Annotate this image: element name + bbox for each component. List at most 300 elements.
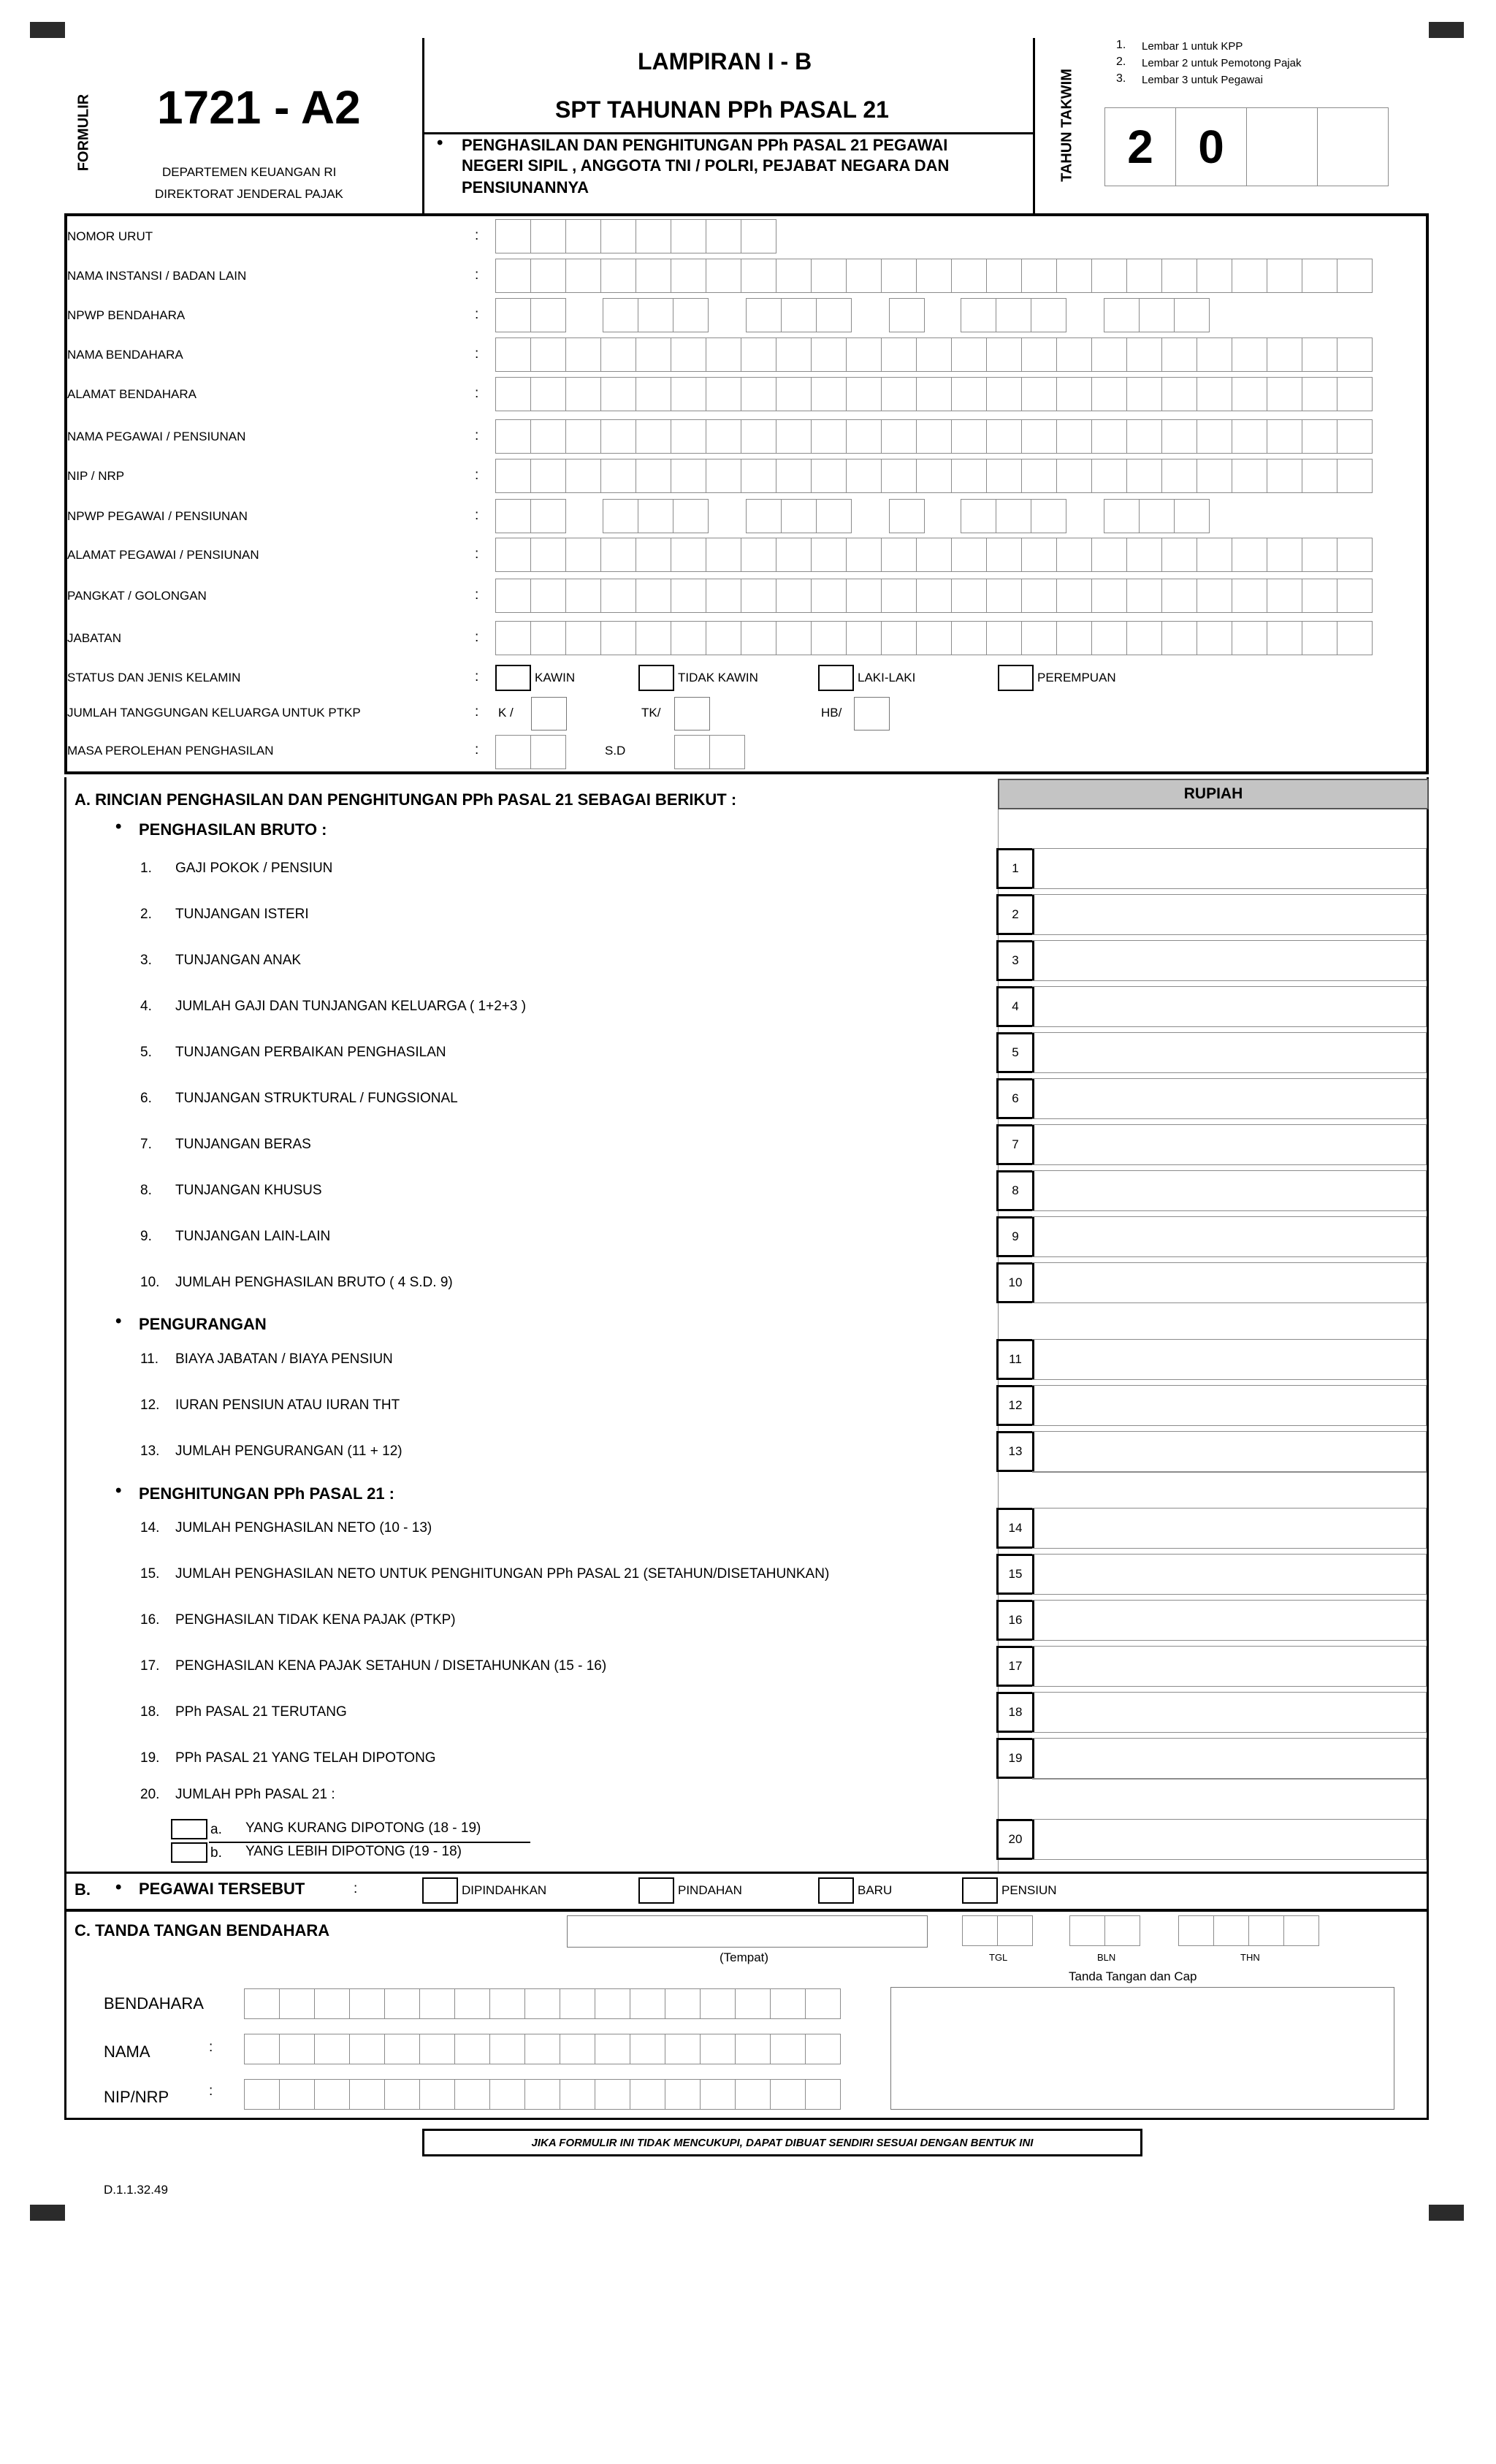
char-cell[interactable] — [846, 377, 882, 411]
char-cell[interactable] — [674, 735, 710, 769]
char-cell[interactable] — [811, 419, 847, 454]
char-cell[interactable] — [1161, 419, 1197, 454]
char-cell[interactable] — [996, 298, 1031, 332]
char-cell[interactable] — [1337, 419, 1373, 454]
char-cell[interactable] — [846, 621, 882, 655]
char-cell[interactable] — [881, 259, 917, 293]
char-cell[interactable] — [706, 337, 741, 372]
char-cell[interactable] — [636, 459, 671, 493]
char-cell[interactable] — [916, 459, 952, 493]
char-cell[interactable] — [741, 337, 776, 372]
char-cell[interactable] — [735, 2079, 771, 2110]
char-cell[interactable] — [1197, 337, 1232, 372]
nama-instansi-input[interactable] — [495, 259, 1372, 293]
char-cell[interactable] — [1126, 259, 1162, 293]
char-cell[interactable] — [600, 219, 636, 253]
char-cell[interactable] — [961, 298, 996, 332]
signature-stamp-area[interactable] — [890, 1987, 1394, 2110]
char-cell[interactable] — [560, 2034, 595, 2064]
char-cell[interactable] — [1197, 259, 1232, 293]
char-cell[interactable] — [1056, 419, 1092, 454]
char-cell[interactable] — [636, 377, 671, 411]
char-cell[interactable] — [495, 219, 531, 253]
pindahan-checkbox[interactable] — [638, 1877, 674, 1904]
char-cell[interactable] — [530, 499, 566, 533]
char-cell[interactable] — [916, 621, 952, 655]
char-cell[interactable] — [986, 419, 1022, 454]
char-cell[interactable] — [776, 259, 812, 293]
item-amount-input[interactable] — [1032, 1124, 1427, 1165]
char-cell[interactable] — [776, 621, 812, 655]
char-cell[interactable] — [805, 2079, 841, 2110]
char-cell[interactable] — [700, 2079, 736, 2110]
tahun-input[interactable] — [1178, 1915, 1318, 1946]
item-amount-input[interactable] — [1032, 1170, 1427, 1211]
char-cell[interactable] — [244, 1988, 280, 2019]
item-amount-input[interactable] — [1032, 1819, 1427, 1860]
char-cell[interactable] — [524, 2034, 560, 2064]
char-cell[interactable] — [846, 538, 882, 572]
char-cell[interactable] — [671, 377, 706, 411]
item-amount-input[interactable] — [1032, 1032, 1427, 1073]
char-cell[interactable] — [881, 538, 917, 572]
char-cell[interactable] — [1232, 419, 1267, 454]
item-amount-input[interactable] — [1032, 1508, 1427, 1549]
char-cell[interactable] — [638, 499, 673, 533]
char-cell[interactable] — [741, 419, 776, 454]
char-cell[interactable] — [951, 377, 987, 411]
year-digit-empty[interactable] — [1317, 107, 1389, 186]
char-cell[interactable] — [495, 459, 531, 493]
char-cell[interactable] — [495, 337, 531, 372]
char-cell[interactable] — [951, 337, 987, 372]
char-cell[interactable] — [1056, 459, 1092, 493]
char-cell[interactable] — [314, 2034, 350, 2064]
char-cell[interactable] — [636, 538, 671, 572]
kurang-dipotong-checkbox[interactable] — [171, 1819, 207, 1839]
char-cell[interactable] — [665, 2034, 701, 2064]
char-cell[interactable] — [1091, 259, 1127, 293]
char-cell[interactable] — [595, 2079, 630, 2110]
char-cell[interactable] — [776, 459, 812, 493]
char-cell[interactable] — [636, 419, 671, 454]
char-cell[interactable] — [1031, 298, 1066, 332]
item-amount-input[interactable] — [1032, 1692, 1427, 1733]
char-cell[interactable] — [889, 499, 925, 533]
char-cell[interactable] — [1056, 337, 1092, 372]
char-cell[interactable] — [638, 298, 673, 332]
tanggungan-hb-input[interactable] — [854, 697, 890, 731]
char-cell[interactable] — [495, 499, 531, 533]
char-cell[interactable] — [279, 2079, 315, 2110]
item-amount-input[interactable] — [1032, 1646, 1427, 1687]
char-cell[interactable] — [846, 579, 882, 613]
char-cell[interactable] — [419, 2079, 455, 2110]
char-cell[interactable] — [846, 259, 882, 293]
char-cell[interactable] — [1021, 621, 1057, 655]
char-cell[interactable] — [244, 2079, 280, 2110]
char-cell[interactable] — [1302, 337, 1337, 372]
char-cell[interactable] — [951, 419, 987, 454]
char-cell[interactable] — [1161, 459, 1197, 493]
char-cell[interactable] — [1302, 259, 1337, 293]
char-cell[interactable] — [1139, 298, 1175, 332]
char-cell[interactable] — [244, 2034, 280, 2064]
char-cell[interactable] — [951, 259, 987, 293]
char-cell[interactable] — [1091, 459, 1127, 493]
char-cell[interactable] — [1161, 621, 1197, 655]
tanggal-input[interactable] — [962, 1915, 1032, 1946]
char-cell[interactable] — [811, 459, 847, 493]
char-cell[interactable] — [384, 2034, 420, 2064]
dipindahkan-checkbox[interactable] — [422, 1877, 458, 1904]
char-cell[interactable] — [630, 2079, 665, 2110]
char-cell[interactable] — [986, 377, 1022, 411]
char-cell[interactable] — [1232, 621, 1267, 655]
char-cell[interactable] — [530, 377, 566, 411]
char-cell[interactable] — [671, 337, 706, 372]
char-cell[interactable] — [1126, 621, 1162, 655]
char-cell[interactable] — [1091, 579, 1127, 613]
char-cell[interactable] — [881, 579, 917, 613]
char-cell[interactable] — [846, 419, 882, 454]
char-cell[interactable] — [1267, 337, 1302, 372]
char-cell[interactable] — [881, 337, 917, 372]
baru-checkbox[interactable] — [818, 1877, 854, 1904]
char-cell[interactable] — [1302, 538, 1337, 572]
char-cell[interactable] — [665, 1988, 701, 2019]
char-cell[interactable] — [706, 259, 741, 293]
char-cell[interactable] — [1302, 621, 1337, 655]
char-cell[interactable] — [700, 2034, 736, 2064]
char-cell[interactable] — [986, 459, 1022, 493]
char-cell[interactable] — [1021, 259, 1057, 293]
char-cell[interactable] — [454, 1988, 490, 2019]
char-cell[interactable] — [881, 419, 917, 454]
char-cell[interactable] — [1232, 579, 1267, 613]
char-cell[interactable] — [600, 419, 636, 454]
char-cell[interactable] — [1021, 419, 1057, 454]
char-cell[interactable] — [916, 259, 952, 293]
char-cell[interactable] — [889, 298, 925, 332]
tanggungan-k-input[interactable] — [531, 697, 567, 731]
char-cell[interactable] — [1267, 419, 1302, 454]
char-cell[interactable] — [630, 2034, 665, 2064]
item-amount-input[interactable] — [1032, 894, 1427, 935]
char-cell[interactable] — [1161, 579, 1197, 613]
char-cell[interactable] — [530, 538, 566, 572]
char-cell[interactable] — [1197, 538, 1232, 572]
char-cell[interactable] — [636, 579, 671, 613]
char-cell[interactable] — [1267, 579, 1302, 613]
char-cell[interactable] — [530, 579, 566, 613]
year-digit-empty[interactable] — [1246, 107, 1318, 186]
item-amount-input[interactable] — [1032, 1339, 1427, 1380]
char-cell[interactable] — [916, 579, 952, 613]
char-cell[interactable] — [741, 259, 776, 293]
char-cell[interactable] — [565, 459, 601, 493]
char-cell[interactable] — [1174, 499, 1210, 533]
char-cell[interactable] — [384, 1988, 420, 2019]
char-cell[interactable] — [1197, 579, 1232, 613]
char-cell[interactable] — [636, 621, 671, 655]
item-amount-input[interactable] — [1032, 1554, 1427, 1595]
char-cell[interactable] — [1174, 298, 1210, 332]
char-cell[interactable] — [279, 1988, 315, 2019]
char-cell[interactable] — [706, 621, 741, 655]
char-cell[interactable] — [1197, 377, 1232, 411]
char-cell[interactable] — [454, 2079, 490, 2110]
char-cell[interactable] — [1126, 579, 1162, 613]
year-input[interactable] — [1104, 107, 1389, 186]
char-cell[interactable] — [916, 419, 952, 454]
char-cell[interactable] — [1302, 419, 1337, 454]
char-cell[interactable] — [1056, 538, 1092, 572]
item-amount-input[interactable] — [1032, 1600, 1427, 1641]
char-cell[interactable] — [1267, 259, 1302, 293]
char-cell[interactable] — [1283, 1915, 1319, 1946]
char-cell[interactable] — [565, 219, 601, 253]
char-cell[interactable] — [1021, 337, 1057, 372]
nomor-urut-input[interactable] — [495, 219, 776, 253]
nama-input[interactable] — [244, 2034, 840, 2064]
char-cell[interactable] — [741, 459, 776, 493]
char-cell[interactable] — [671, 459, 706, 493]
char-cell[interactable] — [709, 735, 745, 769]
nip-nrp-sign-input[interactable] — [244, 2079, 840, 2110]
char-cell[interactable] — [565, 259, 601, 293]
char-cell[interactable] — [1091, 377, 1127, 411]
char-cell[interactable] — [1031, 499, 1066, 533]
char-cell[interactable] — [811, 579, 847, 613]
char-cell[interactable] — [1197, 621, 1232, 655]
lebih-dipotong-checkbox[interactable] — [171, 1842, 207, 1863]
char-cell[interactable] — [1267, 459, 1302, 493]
char-cell[interactable] — [419, 2034, 455, 2064]
char-cell[interactable] — [524, 2079, 560, 2110]
char-cell[interactable] — [951, 459, 987, 493]
char-cell[interactable] — [770, 2034, 806, 2064]
char-cell[interactable] — [671, 219, 706, 253]
gender-laki-laki-checkbox[interactable] — [818, 665, 854, 691]
char-cell[interactable] — [636, 259, 671, 293]
char-cell[interactable] — [1302, 377, 1337, 411]
char-cell[interactable] — [1056, 621, 1092, 655]
alamat-pegawai-input[interactable] — [495, 538, 1372, 572]
pangkat-golongan-input[interactable] — [495, 579, 1372, 613]
char-cell[interactable] — [986, 538, 1022, 572]
char-cell[interactable] — [1232, 538, 1267, 572]
char-cell[interactable] — [600, 259, 636, 293]
char-cell[interactable] — [1126, 538, 1162, 572]
bulan-input[interactable] — [1069, 1915, 1140, 1946]
char-cell[interactable] — [770, 1988, 806, 2019]
char-cell[interactable] — [735, 1988, 771, 2019]
char-cell[interactable] — [1126, 459, 1162, 493]
char-cell[interactable] — [816, 499, 852, 533]
char-cell[interactable] — [1232, 377, 1267, 411]
gender-perempuan-checkbox[interactable] — [998, 665, 1034, 691]
char-cell[interactable] — [781, 298, 817, 332]
char-cell[interactable] — [530, 621, 566, 655]
char-cell[interactable] — [846, 459, 882, 493]
char-cell[interactable] — [565, 621, 601, 655]
char-cell[interactable] — [706, 219, 741, 253]
char-cell[interactable] — [1021, 579, 1057, 613]
char-cell[interactable] — [1091, 419, 1127, 454]
char-cell[interactable] — [671, 419, 706, 454]
char-cell[interactable] — [1091, 337, 1127, 372]
char-cell[interactable] — [419, 1988, 455, 2019]
tanggungan-tk-input[interactable] — [674, 697, 710, 731]
char-cell[interactable] — [986, 337, 1022, 372]
char-cell[interactable] — [1126, 377, 1162, 411]
char-cell[interactable] — [951, 538, 987, 572]
char-cell[interactable] — [811, 621, 847, 655]
char-cell[interactable] — [1104, 298, 1140, 332]
status-kawin-checkbox[interactable] — [495, 665, 531, 691]
char-cell[interactable] — [495, 377, 531, 411]
char-cell[interactable] — [671, 538, 706, 572]
char-cell[interactable] — [1197, 419, 1232, 454]
char-cell[interactable] — [1213, 1915, 1249, 1946]
char-cell[interactable] — [741, 219, 776, 253]
char-cell[interactable] — [770, 2079, 806, 2110]
char-cell[interactable] — [746, 298, 782, 332]
char-cell[interactable] — [881, 621, 917, 655]
char-cell[interactable] — [560, 1988, 595, 2019]
item-amount-input[interactable] — [1032, 1078, 1427, 1119]
char-cell[interactable] — [706, 579, 741, 613]
char-cell[interactable] — [530, 735, 566, 769]
char-cell[interactable] — [1337, 377, 1373, 411]
char-cell[interactable] — [1161, 538, 1197, 572]
char-cell[interactable] — [603, 298, 638, 332]
char-cell[interactable] — [1267, 621, 1302, 655]
char-cell[interactable] — [630, 1988, 665, 2019]
char-cell[interactable] — [706, 459, 741, 493]
char-cell[interactable] — [997, 1915, 1033, 1946]
char-cell[interactable] — [530, 337, 566, 372]
char-cell[interactable] — [384, 2079, 420, 2110]
char-cell[interactable] — [454, 2034, 490, 2064]
char-cell[interactable] — [951, 579, 987, 613]
char-cell[interactable] — [1139, 499, 1175, 533]
char-cell[interactable] — [1232, 459, 1267, 493]
char-cell[interactable] — [986, 579, 1022, 613]
char-cell[interactable] — [600, 459, 636, 493]
masa-awal-input[interactable] — [495, 735, 565, 769]
char-cell[interactable] — [735, 2034, 771, 2064]
char-cell[interactable] — [741, 377, 776, 411]
char-cell[interactable] — [1232, 337, 1267, 372]
char-cell[interactable] — [741, 621, 776, 655]
char-cell[interactable] — [816, 298, 852, 332]
item-amount-input[interactable] — [1032, 1385, 1427, 1426]
char-cell[interactable] — [746, 499, 782, 533]
char-cell[interactable] — [489, 2079, 525, 2110]
char-cell[interactable] — [600, 538, 636, 572]
char-cell[interactable] — [1021, 377, 1057, 411]
char-cell[interactable] — [530, 459, 566, 493]
char-cell[interactable] — [846, 337, 882, 372]
char-cell[interactable] — [1232, 259, 1267, 293]
char-cell[interactable] — [1091, 621, 1127, 655]
char-cell[interactable] — [706, 419, 741, 454]
item-amount-input[interactable] — [1032, 1738, 1427, 1779]
char-cell[interactable] — [671, 579, 706, 613]
char-cell[interactable] — [1056, 259, 1092, 293]
char-cell[interactable] — [1126, 419, 1162, 454]
char-cell[interactable] — [673, 499, 709, 533]
char-cell[interactable] — [673, 298, 709, 332]
bendahara-input[interactable] — [244, 1988, 840, 2019]
char-cell[interactable] — [805, 2034, 841, 2064]
char-cell[interactable] — [811, 377, 847, 411]
char-cell[interactable] — [600, 621, 636, 655]
char-cell[interactable] — [776, 377, 812, 411]
char-cell[interactable] — [314, 1988, 350, 2019]
nip-nrp-input[interactable] — [495, 459, 1372, 493]
char-cell[interactable] — [600, 579, 636, 613]
item-amount-input[interactable] — [1032, 1262, 1427, 1303]
char-cell[interactable] — [1337, 259, 1373, 293]
char-cell[interactable] — [961, 499, 996, 533]
char-cell[interactable] — [1337, 538, 1373, 572]
char-cell[interactable] — [916, 538, 952, 572]
char-cell[interactable] — [1056, 579, 1092, 613]
char-cell[interactable] — [495, 735, 531, 769]
item-amount-input[interactable] — [1032, 1216, 1427, 1257]
char-cell[interactable] — [776, 419, 812, 454]
item-amount-input[interactable] — [1032, 940, 1427, 981]
char-cell[interactable] — [665, 2079, 701, 2110]
char-cell[interactable] — [1337, 337, 1373, 372]
item-amount-input[interactable] — [1032, 986, 1427, 1027]
char-cell[interactable] — [741, 579, 776, 613]
char-cell[interactable] — [1161, 377, 1197, 411]
char-cell[interactable] — [1302, 579, 1337, 613]
item-amount-input[interactable] — [1032, 1431, 1427, 1472]
char-cell[interactable] — [986, 621, 1022, 655]
char-cell[interactable] — [805, 1988, 841, 2019]
char-cell[interactable] — [349, 2034, 385, 2064]
tempat-input[interactable] — [567, 1915, 928, 1948]
char-cell[interactable] — [600, 377, 636, 411]
char-cell[interactable] — [530, 219, 566, 253]
char-cell[interactable] — [495, 298, 531, 332]
char-cell[interactable] — [1069, 1915, 1105, 1946]
char-cell[interactable] — [595, 1988, 630, 2019]
char-cell[interactable] — [781, 499, 817, 533]
char-cell[interactable] — [495, 538, 531, 572]
char-cell[interactable] — [1178, 1915, 1214, 1946]
char-cell[interactable] — [489, 1988, 525, 2019]
char-cell[interactable] — [603, 499, 638, 533]
char-cell[interactable] — [951, 621, 987, 655]
char-cell[interactable] — [495, 579, 531, 613]
char-cell[interactable] — [916, 377, 952, 411]
char-cell[interactable] — [636, 337, 671, 372]
char-cell[interactable] — [671, 259, 706, 293]
jabatan-input[interactable] — [495, 621, 1372, 655]
char-cell[interactable] — [349, 2079, 385, 2110]
char-cell[interactable] — [1021, 538, 1057, 572]
char-cell[interactable] — [530, 419, 566, 454]
nama-pegawai-input[interactable] — [495, 419, 1372, 454]
nama-bendahara-input[interactable] — [495, 337, 1372, 372]
pensiun-checkbox[interactable] — [962, 1877, 998, 1904]
